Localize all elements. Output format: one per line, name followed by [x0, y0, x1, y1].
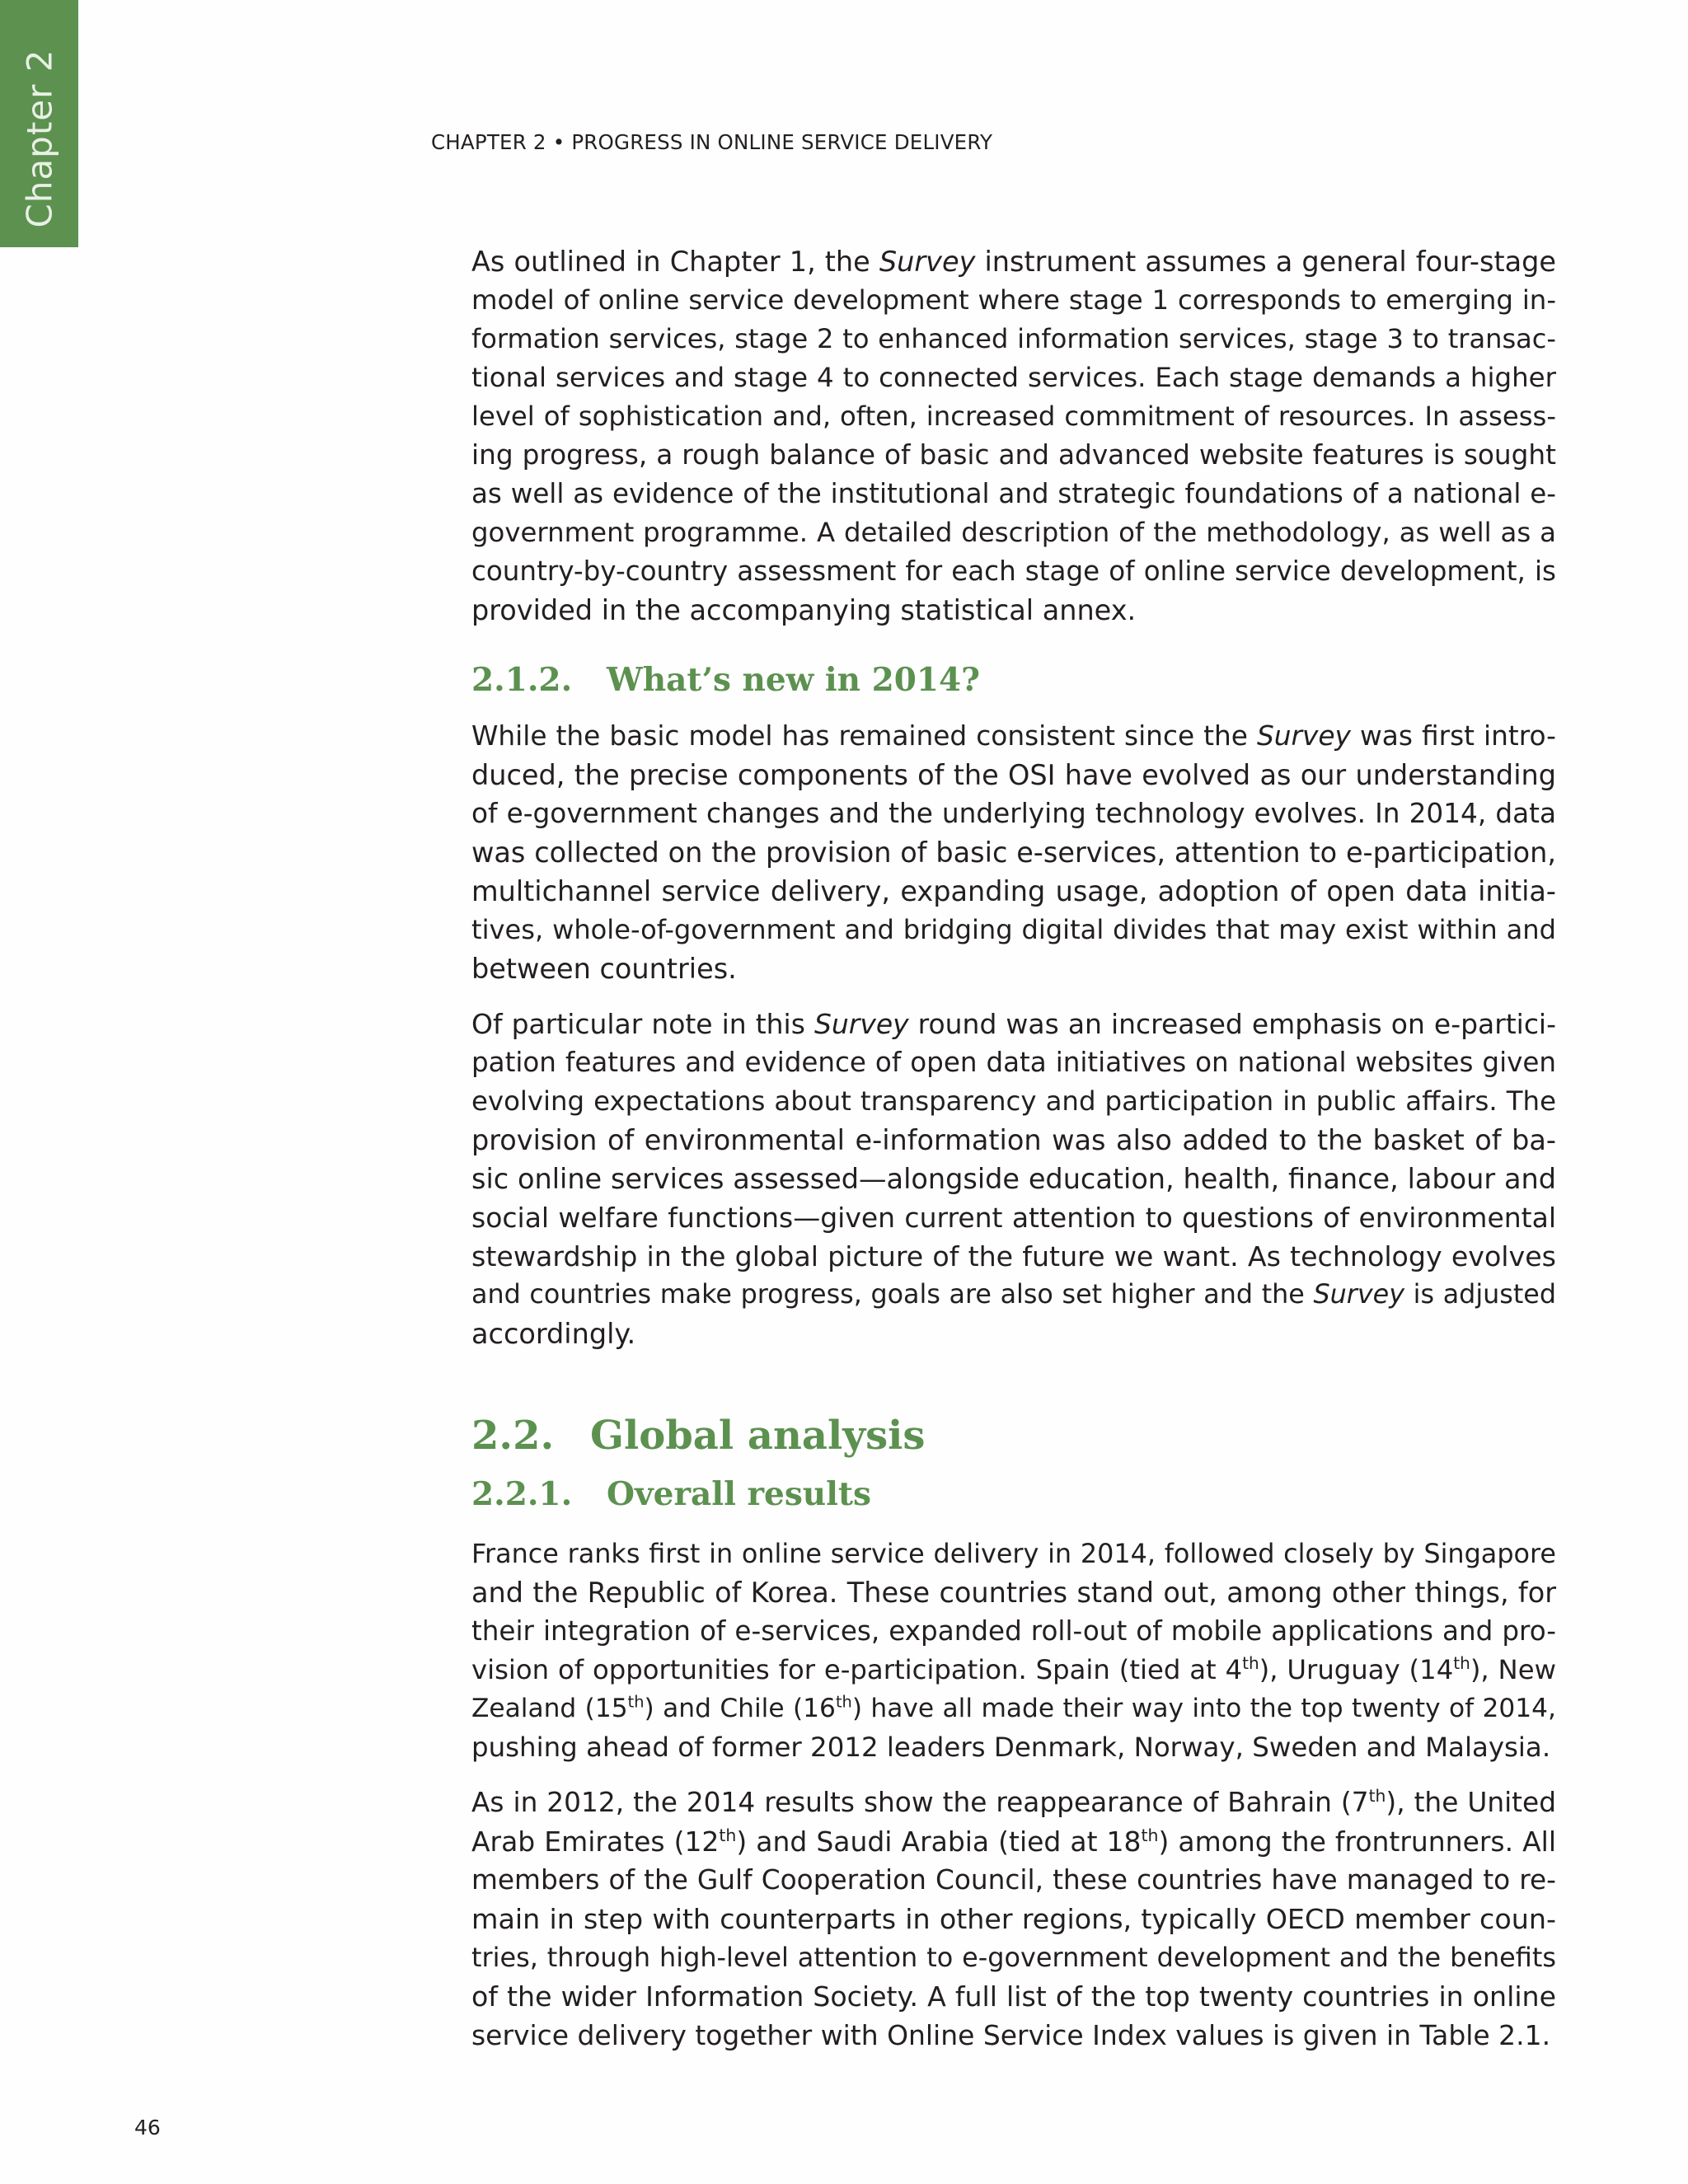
paragraph-overall-results	[471, 1535, 1556, 1767]
section-title: Global analysis	[590, 1413, 926, 1459]
ordinal-suffix: th	[1242, 1653, 1259, 1674]
text-line: their integration of e-services, expanded roll-out of mobile applications and pro-	[471, 1615, 1556, 1647]
text-line: provided in the accompanying statistical annex.	[471, 594, 1137, 626]
paragraph-gulf-results	[471, 1783, 1556, 2055]
text-line: and the Republic of Korea. These countries stand out, among other things, for	[471, 1577, 1556, 1609]
chapter-tab-label: Chapter 2	[19, 49, 60, 228]
italic-text: Survey	[1313, 1280, 1404, 1310]
ordinal-suffix: th	[835, 1692, 852, 1712]
running-header: CHAPTER 2 • PROGRESS IN ONLINE SERVICE DELIVERY	[431, 130, 993, 154]
text-line: Arab Emirates (12th) and Saudi Arabia (tied at 18th) among the frontrunners. All	[471, 1825, 1556, 1858]
chapter-tab	[0, 0, 78, 247]
paragraph-whats-new	[471, 717, 1556, 988]
text-line: was collected on the provision of basic e-services, attention to e-participation,	[471, 837, 1556, 869]
section-title: Overall results	[607, 1475, 871, 1513]
text-line: tives, whole-of-government and bridging digital divides that may exist within and	[471, 914, 1556, 945]
ordinal-suffix: th	[1453, 1653, 1470, 1674]
ordinal-suffix: th	[627, 1692, 645, 1712]
text-line: sic online services assessed—alongside education, health, finance, labour and	[471, 1163, 1556, 1195]
page-number: 46	[134, 2116, 161, 2139]
text-line: vision of opportunities for e-participation. Spain (tied at 4th), Uruguay (14th), New	[471, 1653, 1557, 1685]
text-line: between countries.	[471, 953, 737, 985]
section-title: What’s new in 2014?	[607, 661, 981, 699]
section-heading-2-1-2	[471, 659, 1556, 701]
ordinal-suffix: th	[1141, 1825, 1159, 1846]
section-heading-2-2-1	[471, 1474, 1556, 1515]
text-line: ing progress, a rough balance of basic and advanced website features is sought	[471, 439, 1556, 471]
section-heading-2-2	[471, 1411, 1556, 1460]
text-line: main in step with counterparts in other regions, typically OECD member coun-	[471, 1903, 1556, 1935]
text-line: Zealand (15th) and Chile (16th) have all made their way into the top twenty of 2014,	[471, 1692, 1556, 1723]
text-line: government programme. A detailed description of the methodology, as well as a	[471, 517, 1556, 548]
text-line: of e-government changes and the underlying technology evolves. In 2014, data	[471, 798, 1556, 829]
text-line: pushing ahead of former 2012 leaders Denmark, Norway, Sweden and Malaysia.	[471, 1732, 1551, 1763]
text-line: tries, through high-level attention to e-government development and the benefits	[471, 1942, 1556, 1973]
main-content	[471, 242, 1556, 2055]
text-line: As outlined in Chapter 1, the Survey instrument assumes a general four-stage	[471, 246, 1557, 278]
italic-text: Survey	[814, 1008, 909, 1040]
text-line: provision of environmental e-information was also added to the basket of ba-	[471, 1124, 1556, 1156]
text-line: members of the Gulf Cooperation Council, these countries have managed to re-	[471, 1864, 1556, 1896]
text-line: Of particular note in this Survey round was an increased emphasis on e-partici-	[471, 1008, 1556, 1040]
ordinal-suffix: th	[1368, 1786, 1386, 1807]
section-number: 2.1.2.	[471, 661, 573, 699]
text-line: formation services, stage 2 to enhanced information services, stage 3 to transac-	[471, 323, 1556, 354]
text-line: While the basic model has remained consistent since the Survey was first intro-	[471, 720, 1556, 752]
text-line: level of sophistication and, often, increased commitment of resources. In assess-	[471, 401, 1556, 432]
text-line: stewardship in the global picture of the future we want. As technology evolves	[471, 1240, 1556, 1272]
section-number: 2.2.	[471, 1413, 555, 1459]
paragraph-particular-note	[471, 1005, 1556, 1353]
text-line: model of online service development where stage 1 corresponds to emerging in-	[471, 284, 1556, 316]
text-line: France ranks first in online service delivery in 2014, followed closely by Singapore	[471, 1538, 1556, 1569]
section-number: 2.2.1.	[471, 1475, 573, 1513]
text-line: pation features and evidence of open data initiatives on national websites given	[471, 1047, 1556, 1078]
italic-text: Survey	[1256, 720, 1351, 752]
text-line: country-by-country assessment for each stage of online service development, is	[471, 555, 1556, 587]
paragraph-intro	[471, 242, 1556, 630]
text-line: duced, the precise components of the OSI have evolved as our understanding	[471, 759, 1556, 791]
text-line: tional services and stage 4 to connected services. Each stage demands a higher	[471, 362, 1556, 393]
text-line: and countries make progress, goals are also set higher and the Survey is adjusted	[471, 1280, 1557, 1310]
ordinal-suffix: th	[719, 1825, 737, 1846]
text-line: As in 2012, the 2014 results show the reappearance of Bahrain (7th), the United	[471, 1786, 1556, 1818]
text-line: as well as evidence of the institutional and strategic foundations of a national e-	[471, 478, 1556, 509]
text-line: evolving expectations about transparency and participation in public affairs. The	[471, 1085, 1556, 1117]
text-line: service delivery together with Online Service Index values is given in Table 2.1.	[471, 2019, 1551, 2051]
text-line: multichannel service delivery, expanding usage, adoption of open data initia-	[471, 875, 1556, 907]
text-line: accordingly.	[471, 1318, 636, 1350]
text-line: of the wider Information Society. A full list of the top twenty countries in online	[471, 1980, 1556, 2013]
text-line: social welfare functions—given current attention to questions of environmental	[471, 1202, 1556, 1234]
italic-text: Survey	[879, 246, 976, 278]
